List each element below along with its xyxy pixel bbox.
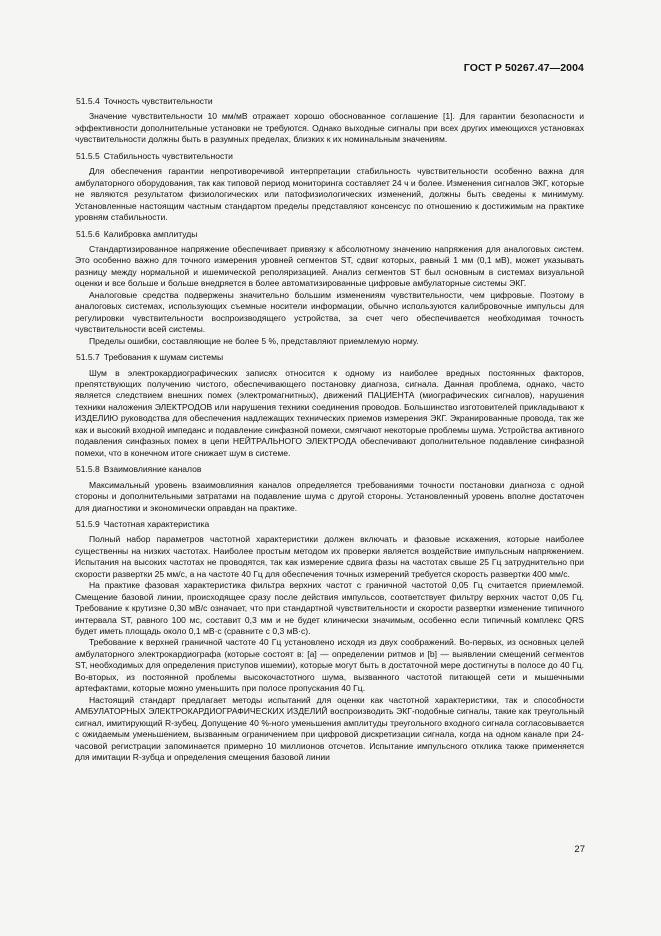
paragraph: Полный набор параметров частотной характеристики должен включать и фазовые искажения, которые наиболее существенны на низких частотах. Наиболее простым методом их проверки является воздействие импульсным напряжением. Испытания на высоких частотах не проводятся, так как измерение сдвига фазы на частотах свыше 25 Гц затруднительно при скорости развертки 25 мм/с, а на частоте 40 Гц для обеспечения точных измерений требуется скорость развертки 400 мм/с.	[75, 534, 584, 579]
paragraph: Стандартизированное напряжение обеспечивает привязку к абсолютному значению напряжения для аналоговых систем. Это особенно важно для точного измерения уровней сегментов ST, сдвиг которых, равный 1 мм (0,1 мВ), может указывать разницу между нормальной и ишемической реполяризацией. Анализ сегментов ST был основным в системах визуальной оценки и все больше и больше внедряется в более автоматизированные цифровые амбулаторные системы ЭКГ.	[75, 243, 584, 289]
section-number: 51.5.7	[76, 352, 100, 363]
section-heading	[75, 352, 584, 363]
section-title: Требования к шумам системы	[103, 352, 224, 363]
section-number: 51.5.4	[76, 96, 100, 106]
paragraph: Для обеспечения гарантии непротиворечивой интерпретации стабильность чувствительности особенно важна для амбулаторного оборудования, так как типовой период мониторинга составляет 24 ч и более. Изменения сигналов ЭКГ, которые не являются результатом физиологических или патофизиологических изменений, должны быть сведены к минимуму. Установленные настоящим частным стандартом пределы представляют консенсус по отношению к достижимым на практике уровням стабильности.	[75, 166, 584, 223]
paragraph: Пределы ошибки, составляющие не более 5 %, представляют приемлемую норму.	[89, 335, 419, 346]
paragraph: Значение чувствительности 10 мм/мВ отражает хорошо обоснованное соглашение [1]. Для гарантии безопасности и эффективности дополнительные установки не требуются. Однако выходные сигналы при всех других имеющихся установках чувствительности должны быть в разумных пределах, близких к их номинальным значениям.	[75, 111, 584, 145]
section-title: Взаимовлияние каналов	[103, 464, 202, 475]
paragraph: Настоящий стандарт предлагает методы испытаний для оценки как частотной характеристики, так и способности АМБУЛАТОРНЫХ ЭЛЕКТРОКАРДИОГРАФИЧЕСКИХ ИЗДЕЛИЙ воспроизводить ЭКГ-подобные сигналы, такие как треугольный сигнал, имитирующий R-зубец. Допущение 40 %-ного уменьшения амплитуды треугольного входного сигнала согласовывается с ожидаемым уменьшением, вызванным ограничением при цифровой дискретизации сигнала, когда на одном канале при 24-часовой регистрации запоминается примерно 10 миллионов отсчетов. Испытание импульсного отклика также применяется для имитации R-зубца и определения смещения базовой линии	[75, 694, 584, 763]
section-title: Калибровка амплитуды	[103, 228, 198, 239]
section-heading	[75, 519, 584, 530]
section-title: Стабильность чувствительности	[103, 150, 233, 161]
document-body	[75, 93, 584, 763]
standard-header: ГОСТ Р 50267.47—2004	[463, 62, 584, 74]
section-heading	[75, 464, 584, 475]
section-title: Точность чувствительности	[103, 96, 213, 106]
section-heading	[75, 96, 584, 107]
paragraph: Аналоговые средства подвержены значительно большим изменениям чувствительности, чем цифровые. Поэтому в аналоговых системах, использующих съемные носители информации, обычно используются калибровочные импульсы для регулировки чувствительности воспроизводящего устройства, за счет чего обеспечивается необходимая точность чувствительности всей системы.	[75, 289, 584, 335]
paragraph: Шум в электрокардиографических записях относится к одному из наиболее вредных постоянных факторов, препятствующих получению чистого, обеспечивающего постановку диагноза, сигнала. Данная проблема, однако, часто является следствием внешних помех (электромагнитных), движений ПАЦИЕНТА (миографических сигналов), нарушения техники наложения ЭЛЕКТРОДОВ или нарушения техники соединения проводов. Большинство изготовителей прикладывают к ИЗДЕЛИЮ руководства для обеспечения надлежащих технических приемов измерения ЭКГ. Экранированные провода, так же как и высокий входной импеданс и подавление синфазной помехи, смягчают некоторые проблемы шума. Устройства активного подавления синфазных помех в цепи НЕЙТРАЛЬНОГО ЭЛЕКТРОДА обеспечивают дополнительное подавление синфазной помехи, что в конечном итоге снижает шум в системе.	[75, 367, 585, 458]
section-number: 51.5.5	[76, 150, 100, 161]
paragraph: На практике фазовая характеристика фильтра верхних частот с граничной частотой 0,05 Гц считается приемлемой. Смещение базовой линии, происходящее сразу после действия импульсов, соответствует фильтру верхних частот 0,05 Гц. Требование к крутизне 0,30 мВ/с означает, что при стандартной чувствительности и скорости развертки изменение типичного интервала ST, равного 100 мс, составит 0,3 мм и не будет клинически значимым, особенно если типичный комплекс QRS будет иметь площадь около 0,1 мВ·с (сравните с 0,3 мВ·с).	[75, 580, 584, 637]
section-number: 51.5.6	[76, 228, 100, 239]
section-heading	[75, 229, 584, 240]
section-title: Частотная характеристика	[103, 518, 210, 529]
page-number: 27	[574, 844, 585, 855]
section-heading	[75, 151, 584, 162]
paragraph: Требование к верхней граничной частоте 40 Гц установлено исходя из двух соображений. Во-первых, из основных целей амбулаторного электрокардиографа (которые состоят в: [a] — определении ритмов и [b] — выявлении смещений сегментов ST, необходимых для определения приступов ишемии), которые могут быть в достаточной мере достигнуты в полосе до 40 Гц. Во-вторых, из постоянной проблемы высокочастотного шума, вызванного частотой питающей сети и мышечными артефактами, которые можно уменьшить при полосе пропускания 40 Гц.	[75, 637, 584, 694]
section-number: 51.5.8	[76, 464, 100, 475]
section-number: 51.5.9	[76, 518, 100, 529]
paragraph: Максимальный уровень взаимовлияния каналов определяется требованиями точности постановки диагноза с одной стороны и дополнительными затратами на подавление шума с другой стороны. Установленный уровень вполне достаточен для диагностики и экономически оправдан на практике.	[75, 479, 584, 513]
